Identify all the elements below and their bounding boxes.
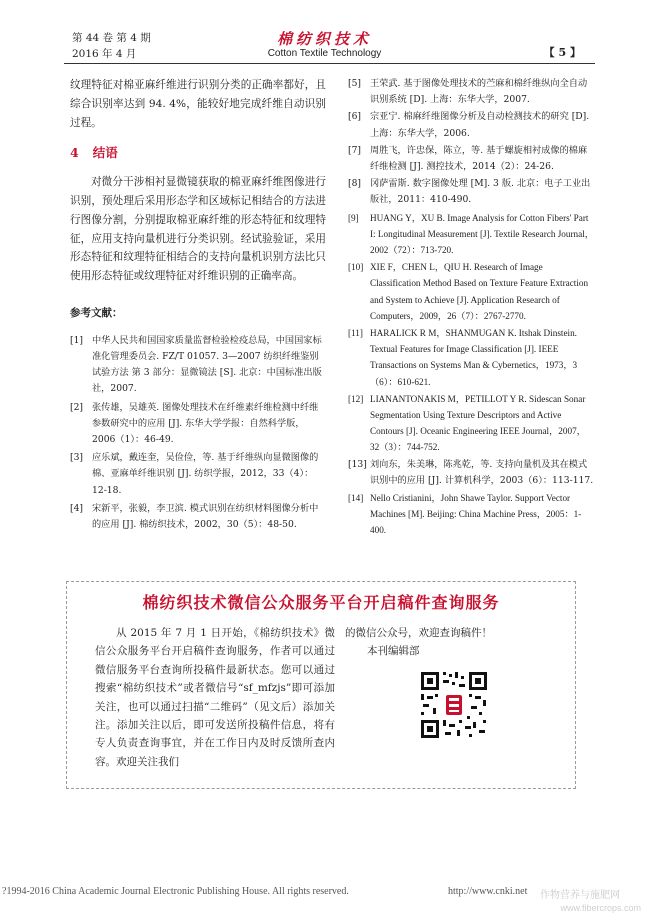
reference-item: [348, 457, 594, 489]
reference-text: 中华人民共和国国家质量监督检验检疫总局，中国国家标准化管理委员会. FZ/T 01057. 3—2007 纺织纤维鉴别试验方法 第 3 部分：显微镜法 [S]. 北京：中国标准出版社，2007.: [92, 334, 322, 395]
reference-text: LIANANTONAKIS M，PETILLOT Y R. Sidescan Sonar Segmentation Using Texture Descriptors and Active Contours [J]. Oceanic Engineering IEEE Journal，2007，32（3）：744-752.: [370, 393, 586, 453]
reference-text: 宗亚宁. 棉麻纤维图像分析及自动检测技术的研究 [D]. 上海：东华大学，2006.: [370, 111, 590, 139]
page-number: 【 5 】: [543, 46, 581, 59]
reference-number: [4]: [70, 502, 84, 514]
notice-closing-line: 的微信公众号，欢迎查询稿件！: [345, 627, 492, 639]
copyright-text: ?1994-2016 China Academic Journal Electronic Publishing House. All rights reserved.: [2, 886, 349, 897]
right-column: [348, 76, 594, 540]
volume-line: 第 44 卷 第 4 期: [72, 32, 151, 44]
notice-signature: 本刊编辑部: [367, 645, 420, 658]
reference-item: [70, 333, 326, 398]
header-rule: [64, 63, 595, 64]
reference-text: 应乐斌，戴连奎，吴俭俭，等. 基于纤维纵向显微图像的棉、亚麻单纤维识别 [J]. 纺织学报，2012，33（4）：12-18.: [92, 452, 319, 496]
reference-item: [348, 391, 594, 456]
reference-number: [1]: [70, 334, 84, 346]
reference-item: [348, 76, 594, 108]
notice-paragraph: 从 2015 年 7 月 1 日开始，《棉纺织技术》微信公众服务平台开启稿件查询服务，作者可以通过微信服务平台查询所投稿件最新状态。您可以通过搜索“棉纺织技术”或者微信号“sf_mfzjs”即可添加关注，也可以通过扫描“二维码”（见文后）添加关注。添加关注以后，即可发送所投稿件信息，将有专人负责查询事宜，并在工作日内及时反馈所查内容。欢迎关注我们: [95, 627, 335, 768]
reference-number: [8]: [348, 178, 362, 190]
reference-number: [13]: [348, 458, 367, 470]
reference-item: [348, 490, 594, 539]
section-heading: [70, 144, 326, 163]
section-number: 4: [70, 145, 79, 161]
notice-box: [66, 581, 576, 789]
journal-title-cn: 棉纺织技术: [276, 30, 372, 48]
reference-number: [6]: [348, 111, 362, 123]
reference-item: [70, 501, 326, 533]
reference-text: 刘向东，朱美琳，陈兆乾，等. 支持向量机及其在模式识别中的应用 [J]. 计算机科学，2003（6）：113-117.: [370, 458, 594, 486]
reference-number: [9]: [348, 212, 359, 223]
reference-text: 张传雄，吴雄英. 图像处理技术在纤维素纤维检测中纤维参数研究中的应用 [J]. 东华大学学报：自然科学版，2006（1）：46-49.: [92, 401, 319, 445]
reference-number: [12]: [348, 393, 364, 404]
watermark-url: www.fibercrops.com: [560, 903, 641, 913]
reference-number: [3]: [70, 452, 84, 464]
footer-url[interactable]: http://www.cnki.net: [448, 886, 528, 897]
journal-title-en: Cotton Textile Technology: [267, 48, 382, 59]
reference-text: HUANG Y，XU B. Image Analysis for Cotton Fibers' Part I: Longitudinal Measurement [J]. Textile Research Journal，2002（72）：713-720.: [370, 212, 594, 256]
notice-title: 棉纺织技术微信公众服务平台开启稿件查询服务: [142, 593, 500, 612]
reference-item: [70, 400, 326, 449]
reference-text: 宋新平，张毅，李卫滨. 模式识别在纺织材料图像分析中的应用 [J]. 棉纺织技术，2002，30（5）：48-50.: [92, 502, 319, 530]
reference-number: [11]: [348, 328, 363, 339]
reference-item: [70, 450, 326, 499]
notice-right-text: [345, 624, 565, 661]
reference-item: [348, 176, 594, 208]
references-title: 参考文献：: [70, 306, 123, 319]
reference-item: [348, 210, 594, 259]
reference-text: XIE F，CHEN L，QIU H. Research of Image Classification Method Based on Texture Feature Extraction and System to Achieve [J]. Application Research of Computers，2009，26（7）：2767-2770.: [370, 262, 589, 321]
date-line: 2016 年 4 月: [72, 48, 137, 60]
reference-item: [348, 143, 594, 175]
left-column: [70, 76, 326, 535]
reference-number: [5]: [348, 78, 362, 89]
section-title: 结语: [92, 145, 118, 161]
qr-code[interactable]: [419, 670, 489, 740]
reference-item: [348, 325, 594, 390]
reference-item: [348, 109, 594, 141]
reference-text: 王荣武. 基于图像处理技术的苎麻和棉纤维纵向全自动识别系统 [D]. 上海：东华大学，2007.: [370, 78, 588, 106]
reference-number: [14]: [348, 493, 364, 504]
reference-number: [2]: [70, 401, 84, 413]
watermark-text: 作物营养与施肥网: [540, 890, 620, 901]
reference-text: HARALICK R M，SHANMUGAN K. Itshak Dinstein. Textual Features for Image Classification [J]. IEEE Transactions on Systems Man & Cybernetics，1973，3（6）：610-621.: [370, 328, 578, 387]
reference-number: [7]: [348, 144, 362, 156]
reference-list-left: [70, 333, 326, 533]
reference-item: [348, 259, 594, 324]
intro-paragraph: 纹理特征对棉亚麻纤维进行识别分类的正确率都好，且综合识别率达到 94. 4%，能较好地完成纤维自动识别过程。: [70, 79, 326, 129]
notice-body: [95, 624, 335, 771]
reference-text: 周胜飞，许忠保，陈立，等. 基于螺旋相衬成像的棉麻纤维检测 [J]. 测控技术，2014（2）：24-26.: [370, 144, 588, 173]
reference-text: 冈萨雷斯. 数字图像处理 [M]. 3 版. 北京：电子工业出版社，2011：410-490.: [370, 178, 591, 206]
reference-number: [10]: [348, 262, 364, 273]
conclusion-paragraph: 对微分干涉相衬显微镜获取的棉亚麻纤维图像进行识别，预处理后采用形态学和区域标记相结合的方法进行图像分割，分别提取棉亚麻纤维的形态特征和纹理特征，应用支持向量机进行分类识别。经试验验证，采用形态特征和纹理特征相结合的支持向量机识别方法比只使用形态特征或纹理特征对纤维识别的正确率高。: [70, 176, 326, 283]
reference-text: Nello Cristianini，John Shawe Taylor. Support Vector Machines [M]. Beijing: China Machine Press，2005：1-400.: [370, 493, 582, 536]
